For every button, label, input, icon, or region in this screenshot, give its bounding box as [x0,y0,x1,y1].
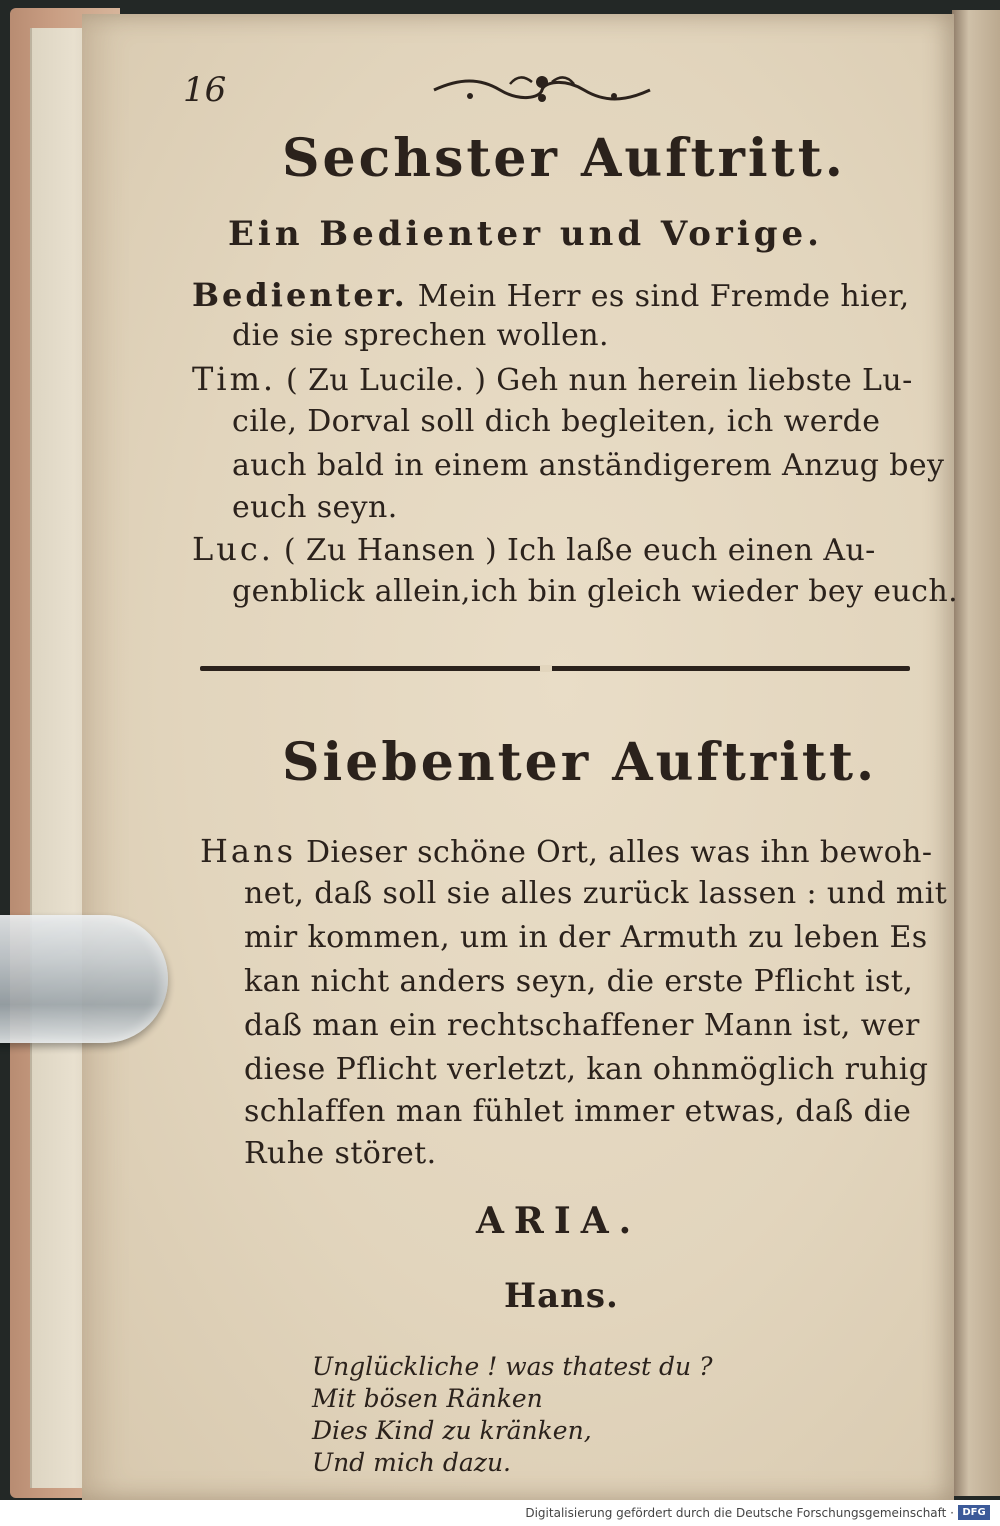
scene-6-line: euch seyn. [232,490,398,525]
scene-6-title: Sechster Auftritt. [282,128,846,189]
page-number: 16 [183,70,227,110]
scene-6-line [192,276,910,314]
scene-7-line: net, daß soll sie alles zurück lassen : und mit [244,876,948,911]
scene-7-line: mir kommen, um in der Armuth zu leben Es [244,920,928,955]
aria-heading: ARIA. [476,1200,642,1242]
scene-6-line: auch bald in einem anständigerem Anzug bey [232,448,945,483]
scene-7-line: schlaffen man fühlet immer etwas, daß die [244,1094,912,1129]
line-text: Mein Herr es sind Fremde hier, [417,279,910,314]
line-text: ( Zu Hansen ) Ich laße euch einen Au- [283,533,876,568]
next-page-edge [952,10,1000,1496]
aria-verse-line: Und mich dazu. [312,1448,511,1477]
scene-7-line: kan nicht anders seyn, die erste Pflicht ist, [244,964,914,999]
scene-7-line: daß man ein rechtschaffener Mann ist, wer [244,1008,920,1043]
aria-verse-line: Unglückliche ! was thatest du ? [312,1352,713,1381]
speaker-label: Hans [200,832,297,870]
scene-7-line: Ruhe störet. [244,1136,437,1171]
aria-verse-line: Dies Kind zu kränken, [312,1416,592,1445]
scene-divider [200,666,910,671]
page-clip [0,915,168,1043]
speaker-label: Tim. [192,360,277,398]
aria-verse-line: Mit bösen Ränken [312,1384,543,1413]
line-text: ( Zu Lucile. ) Geh nun herein liebste Lu- [286,363,913,398]
scene-6-line: die sie sprechen wollen. [232,318,609,353]
aria-singer: Hans. [504,1276,619,1316]
scene-6-line: cile, Dorval soll dich begleiten, ich werde [232,404,881,439]
speaker-label: Luc. [192,530,274,568]
scene-7-line: diese Pflicht verletzt, kan ohnmöglich ruhig [244,1052,929,1087]
scene-6-line [192,360,913,398]
scene-6-line [192,530,876,568]
digitization-credit: Digitalisierung gefördert durch die Deutsche Forschungsgemeinschaft · [525,1506,954,1520]
scene-6-line: genblick allein,ich bin gleich wieder bey euch. [232,574,959,609]
scene-7-title: Siebenter Auftritt. [282,732,878,793]
scene-6-cast: Ein Bedienter und Vorige. [228,214,823,254]
dfg-logo: DFG [958,1505,990,1520]
ornament-vignette [430,68,654,112]
speaker-label: Bedienter. [192,276,408,314]
line-text: Dieser schöne Ort, alles was ihn bewoh- [305,835,933,870]
scene-7-line [200,832,932,870]
